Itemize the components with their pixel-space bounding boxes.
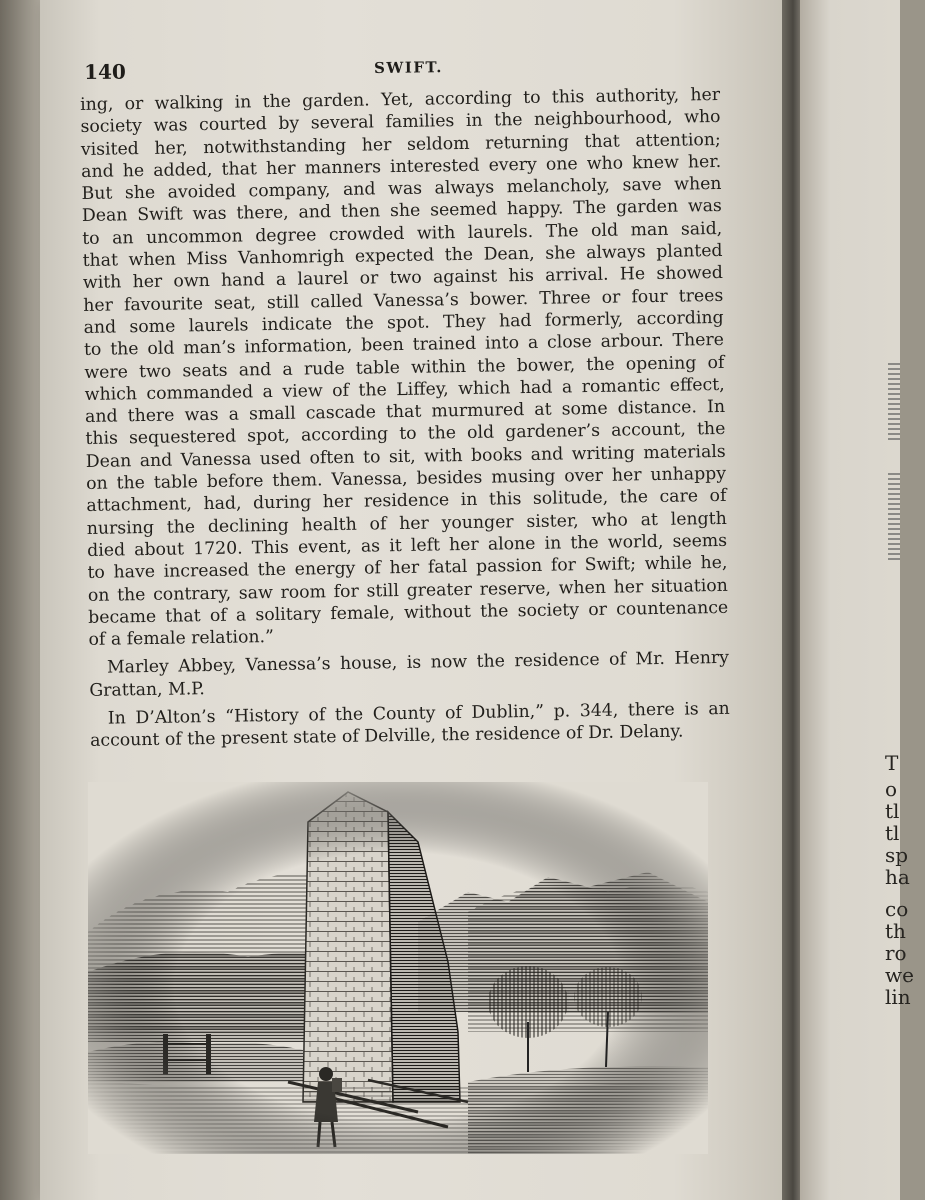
facing-text-fragment: tl (885, 799, 900, 823)
text-line: to the old man’s information, been trained into a close arbour. There (83, 330, 725, 361)
facing-text-fragment: th (885, 919, 906, 943)
text-line: Dean Swift was there, and then she seemed happy. The garden was (81, 196, 723, 227)
text-line: In D’Alton’s “History of the County of Dublin,” p. 344, there is an (107, 698, 730, 729)
facing-text-fragment: ro (885, 941, 907, 965)
text-line: visited her, notwithstanding her seldom returning that attention; (80, 129, 721, 160)
text-line: Dean and Vanessa used often to sit, with books and writing materials (85, 441, 726, 472)
text-line: to have increased the energy of her fatal passion for Swift; while he, (87, 553, 728, 584)
facing-page-illustration-edge (888, 470, 900, 560)
facing-text-fragment: T (885, 751, 899, 775)
paragraph-1 (80, 84, 729, 651)
text-line: and he added, that her manners interested every one who knew her. (81, 151, 722, 182)
text-line: of a female relation.” (88, 627, 275, 651)
text-line: society was courted by several families in the neighbourhood, who (80, 107, 721, 138)
running-title: SWIFT. (374, 58, 443, 77)
text-line: died about 1720. This event, as it left her alone in the world, seems (87, 530, 728, 561)
text-line: ing, or walking in the garden. Yet, according to this authority, her (80, 84, 721, 115)
facing-text-fragment: lin (885, 985, 911, 1009)
text-line: to an uncommon degree crowded with laurels. The old man said, (82, 218, 723, 249)
text-line: attachment, had, during her residence in this solitude, the care of (86, 486, 727, 517)
text-line: Grattan, M.P. (89, 678, 206, 701)
text-line: and there was a small cascade that murmured at some distance. In (84, 397, 726, 428)
text-line: that when Miss Vanhomrigh expected the Dean, she always planted (82, 241, 723, 272)
facing-page-illustration-edge (888, 360, 900, 440)
facing-text-fragment: ha (885, 865, 910, 889)
facing-text-fragment: o (885, 777, 898, 801)
engraving-illustration (88, 782, 708, 1154)
text-line: on the table before them. Vanessa, besides musing over her unhappy (85, 463, 727, 494)
facing-text-fragment: sp (885, 843, 909, 867)
text-line: account of the present state of Delville, the residence of Dr. Delany. (90, 721, 684, 752)
text-line: on the contrary, saw room for still greater reserve, when her situation (87, 575, 728, 606)
text-line: and some laurels indicate the spot. They had formerly, according (83, 307, 724, 338)
facing-text-fragment: we (885, 963, 914, 987)
facing-page (800, 0, 914, 1200)
text-line: her favourite seat, still called Vanessa’s bower. Three or four trees (83, 285, 724, 316)
text-line: which commanded a view of the Liffey, which had a romantic effect, (84, 374, 725, 405)
facing-text-fragment: tl (885, 821, 900, 845)
body-text (80, 84, 730, 753)
text-line: this sequestered spot, according to the old gardener’s account, the (85, 419, 726, 450)
text-line: with her own hand a laurel or two against his arrival. He showed (82, 263, 724, 294)
ruined-tower-engraving (88, 782, 708, 1154)
facing-text-fragment: co (885, 897, 909, 921)
text-line: nursing the declining health of her younger sister, who at length (86, 508, 727, 539)
text-line: But she avoided company, and was always melancholy, save when (81, 174, 722, 205)
text-line: were two seats and a rude table within the bower, the opening of (84, 352, 725, 383)
page-number: 140 (84, 59, 126, 84)
text-line: became that of a solitary female, without the society or countenance (88, 597, 729, 628)
text-line: Marley Abbey, Vanessa’s house, is now the residence of Mr. Henry (106, 648, 730, 679)
